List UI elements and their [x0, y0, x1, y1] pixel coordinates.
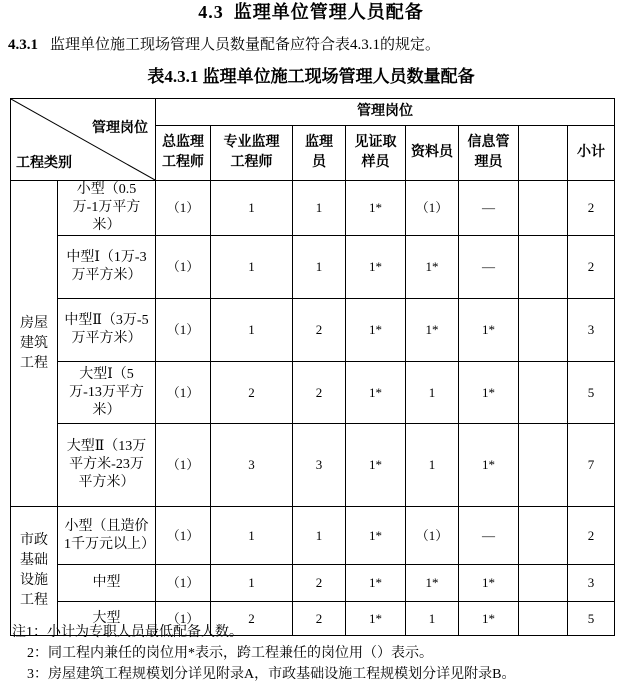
cell-supervisor: 1	[293, 181, 346, 236]
cell-subtotal: 2	[568, 181, 615, 236]
table-row	[11, 362, 615, 424]
cell-chief-supervisor: （1）	[156, 299, 211, 362]
column-header-label: 资料员	[411, 144, 453, 160]
column-header-label: 总监理工程师	[162, 135, 204, 170]
row-label: 大型Ⅱ（13万平方米-23万平方米）	[58, 424, 156, 507]
column-header-info-manager	[459, 126, 519, 181]
cell-supervisor: 2	[293, 565, 346, 602]
positions-group-header: 管理岗位	[156, 99, 615, 126]
cell-blank	[519, 507, 568, 565]
cell-specialty-supervisor: 2	[211, 602, 293, 636]
group-label: 房屋建筑工程	[11, 181, 58, 507]
table-row	[11, 299, 615, 362]
cell-subtotal: 2	[568, 236, 615, 299]
table-body	[11, 181, 615, 636]
cell-blank	[519, 362, 568, 424]
cell-blank	[519, 602, 568, 636]
row-label: 中型Ⅰ（1万-3万平方米）	[58, 236, 156, 299]
column-header-supervisor	[293, 126, 346, 181]
cell-chief-supervisor: （1）	[156, 424, 211, 507]
column-header-blank	[519, 126, 568, 181]
staffing-table	[10, 98, 615, 636]
section-heading	[0, 1, 622, 23]
cell-blank	[519, 299, 568, 362]
cell-subtotal: 3	[568, 565, 615, 602]
cell-specialty-supervisor: 1	[211, 236, 293, 299]
cell-witness-sampler: 1*	[346, 181, 406, 236]
column-header-subtotal	[568, 126, 615, 181]
group-label: 市政基础设施工程	[11, 507, 58, 636]
clause-paragraph	[8, 34, 614, 56]
column-header-document-clerk	[406, 126, 459, 181]
table-row	[11, 424, 615, 507]
cell-document-clerk: 1*	[406, 299, 459, 362]
cell-info-manager: 1*	[459, 362, 519, 424]
cell-chief-supervisor: （1）	[156, 181, 211, 236]
row-label: 中型Ⅱ（3万-5万平方米）	[58, 299, 156, 362]
cell-specialty-supervisor: 1	[211, 299, 293, 362]
row-label: 小型（且造价1千万元以上）	[58, 507, 156, 565]
cell-subtotal: 5	[568, 362, 615, 424]
cell-supervisor: 2	[293, 602, 346, 636]
cell-supervisor: 2	[293, 362, 346, 424]
clause-number: 4.3.1	[8, 37, 38, 53]
corner-label-positions: 管理岗位	[92, 121, 148, 136]
cell-chief-supervisor: （1）	[156, 602, 211, 636]
cell-chief-supervisor: （1）	[156, 507, 211, 565]
cell-blank	[519, 565, 568, 602]
cell-info-manager: 1*	[459, 602, 519, 636]
cell-specialty-supervisor: 1	[211, 181, 293, 236]
table-row	[11, 236, 615, 299]
cell-specialty-supervisor: 2	[211, 362, 293, 424]
corner-header	[11, 99, 156, 181]
cell-subtotal: 2	[568, 507, 615, 565]
section-number: 4.3	[198, 2, 224, 22]
cell-witness-sampler: 1*	[346, 602, 406, 636]
header-row	[11, 99, 615, 126]
table-row	[11, 565, 615, 602]
column-header-label: 信息管理员	[467, 135, 510, 170]
row-label: 大型	[58, 602, 156, 636]
table-row	[11, 181, 615, 236]
note-1: 注1：小计为专职人员最低配备人数。	[12, 625, 243, 640]
cell-subtotal: 7	[568, 424, 615, 507]
cell-supervisor: 1	[293, 236, 346, 299]
cell-witness-sampler: 1*	[346, 565, 406, 602]
cell-document-clerk: 1	[406, 362, 459, 424]
cell-witness-sampler: 1*	[346, 507, 406, 565]
cell-document-clerk: 1	[406, 602, 459, 636]
table-notes	[12, 622, 515, 685]
cell-chief-supervisor: （1）	[156, 565, 211, 602]
cell-info-manager: 1*	[459, 299, 519, 362]
cell-witness-sampler: 1*	[346, 424, 406, 507]
cell-witness-sampler: 1*	[346, 362, 406, 424]
row-label: 小型（0.5万-1万平方米）	[58, 181, 156, 236]
column-header-label: 见证取样员	[354, 135, 397, 170]
cell-supervisor: 3	[293, 424, 346, 507]
cell-document-clerk: 1	[406, 424, 459, 507]
cell-info-manager: 1*	[459, 424, 519, 507]
cell-blank	[519, 424, 568, 507]
cell-info-manager: —	[459, 236, 519, 299]
cell-chief-supervisor: （1）	[156, 362, 211, 424]
cell-document-clerk: 1*	[406, 565, 459, 602]
cell-chief-supervisor: （1）	[156, 236, 211, 299]
cell-witness-sampler: 1*	[346, 299, 406, 362]
cell-blank	[519, 181, 568, 236]
cell-info-manager: 1*	[459, 565, 519, 602]
table-row	[11, 507, 615, 565]
column-header-witness-sampler	[346, 126, 406, 181]
cell-blank	[519, 236, 568, 299]
cell-witness-sampler: 1*	[346, 236, 406, 299]
cell-document-clerk: （1）	[406, 181, 459, 236]
column-header-chief-supervisor	[156, 126, 211, 181]
cell-supervisor: 1	[293, 507, 346, 565]
cell-document-clerk: （1）	[406, 507, 459, 565]
table-caption: 表4.3.1 监理单位施工现场管理人员数量配备	[147, 67, 475, 86]
clause-text: 监理单位施工现场管理人员数量配备应符合表4.3.1的规定。	[50, 37, 441, 53]
section-title: 监理单位管理人员配备	[233, 2, 424, 22]
cell-specialty-supervisor: 1	[211, 507, 293, 565]
corner-label-category: 工程类别	[16, 156, 72, 171]
row-label: 中型	[58, 565, 156, 602]
cell-specialty-supervisor: 3	[211, 424, 293, 507]
cell-info-manager: —	[459, 507, 519, 565]
column-header-label: 监理员	[305, 135, 333, 170]
cell-info-manager: —	[459, 181, 519, 236]
cell-document-clerk: 1*	[406, 236, 459, 299]
note-3: 3：房屋建筑工程规模划分详见附录A，市政基础设施工程规模划分详见附录B。	[27, 667, 516, 682]
column-header-specialty-supervisor	[211, 126, 293, 181]
column-header-label: 小计	[577, 144, 605, 160]
cell-subtotal: 5	[568, 602, 615, 636]
row-label: 大型Ⅰ（5万-13万平方米）	[58, 362, 156, 424]
column-header-label: 专业监理工程师	[223, 135, 280, 170]
cell-specialty-supervisor: 1	[211, 565, 293, 602]
cell-supervisor: 2	[293, 299, 346, 362]
note-2: 2：同工程内兼任的岗位用*表示，跨工程兼任的岗位用（）表示。	[27, 646, 433, 661]
cell-subtotal: 3	[568, 299, 615, 362]
